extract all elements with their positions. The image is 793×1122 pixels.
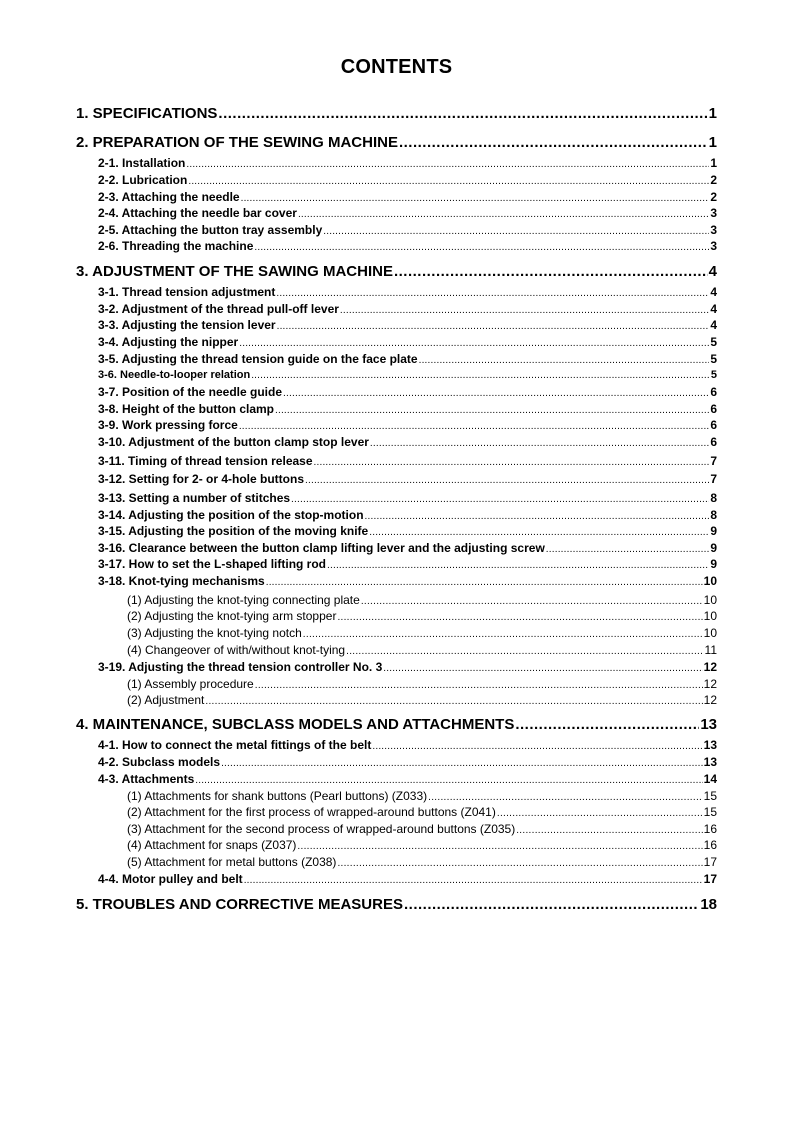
toc-section-5[interactable]	[76, 896, 717, 913]
toc-entry[interactable]	[98, 318, 717, 332]
toc-label: 5. TROUBLES AND CORRECTIVE MEASURES	[76, 896, 403, 913]
toc-page-number: 2	[710, 190, 717, 204]
toc-page-number: 17	[703, 855, 717, 869]
leader-dots	[340, 305, 709, 316]
toc-label: 3-5. Adjusting the thread tension guide on the face plate	[98, 352, 418, 366]
toc-entry[interactable]	[98, 508, 717, 522]
toc-page-number: 1	[710, 156, 717, 170]
toc-entry[interactable]	[98, 541, 717, 555]
leader-dots	[298, 209, 709, 220]
leader-dots	[255, 680, 703, 691]
leader-dots	[186, 159, 709, 170]
toc-label: 3-15. Adjusting the position of the moving knife	[98, 524, 369, 538]
toc-page-number: 10	[703, 574, 717, 588]
toc-label: 3-6. Needle-to-looper relation	[98, 369, 251, 381]
toc-entry[interactable]	[98, 369, 717, 381]
toc-page-number: 1	[708, 105, 717, 122]
toc-label: (1) Attachments for shank buttons (Pearl buttons) (Z033)	[127, 789, 428, 803]
toc-page-number: 4	[710, 285, 717, 299]
toc-entry[interactable]	[98, 173, 717, 187]
toc-label: 3-3. Adjusting the tension lever	[98, 318, 276, 332]
leader-dots	[346, 646, 703, 657]
leader-dots	[276, 288, 709, 299]
leader-dots	[337, 612, 702, 623]
toc-entry[interactable]	[98, 454, 717, 468]
toc-subentry[interactable]	[127, 643, 717, 657]
toc-page-number: 16	[703, 822, 717, 836]
toc-label: 1. SPECIFICATIONS	[76, 105, 218, 122]
leader-dots	[205, 696, 702, 707]
toc-label: (1) Adjusting the knot-tying connecting plate	[127, 593, 360, 607]
toc-entry[interactable]	[98, 772, 717, 786]
leader-dots	[303, 629, 703, 640]
toc-label: (3) Attachment for the second process of wrapped-around buttons (Z035)	[127, 822, 516, 836]
toc-entry[interactable]	[98, 524, 717, 538]
toc-subentry[interactable]	[127, 609, 717, 623]
leader-dots	[428, 792, 703, 803]
toc-label: 3-14. Adjusting the position of the stop-motion	[98, 508, 364, 522]
leader-dots	[337, 858, 702, 869]
toc-page-number: 6	[710, 418, 717, 432]
toc-page-number: 1	[708, 134, 717, 151]
toc-page-number: 9	[710, 557, 717, 571]
page-title: CONTENTS	[340, 56, 453, 78]
toc-label: 3-12. Setting for 2- or 4-hole buttons	[98, 472, 305, 486]
toc-label: 3-2. Adjustment of the thread pull-off lever	[98, 302, 339, 316]
toc-entry[interactable]	[98, 574, 717, 588]
toc-label: 2. PREPARATION OF THE SEWING MACHINE	[76, 134, 398, 151]
toc-page-number: 10	[703, 609, 717, 623]
toc-page-number: 4	[708, 263, 717, 280]
leader-dots	[188, 176, 709, 187]
leader-dots	[515, 716, 699, 733]
toc-page-number: 4	[710, 318, 717, 332]
leader-dots	[404, 896, 699, 913]
toc-entry[interactable]	[98, 190, 717, 204]
toc-page-number: 12	[703, 693, 717, 707]
leader-dots	[394, 263, 708, 280]
leader-dots	[327, 560, 709, 571]
toc-page-number: 16	[703, 838, 717, 852]
leader-dots	[323, 226, 709, 237]
leader-dots	[195, 775, 702, 786]
toc-section-3[interactable]	[76, 263, 717, 280]
toc-label: 2-4. Attaching the needle bar cover	[98, 206, 297, 220]
toc-entry[interactable]	[98, 156, 717, 170]
toc-label: 3-4. Adjusting the nipper	[98, 335, 239, 349]
leader-dots	[370, 438, 709, 449]
toc-page-number: 6	[710, 402, 717, 416]
leader-dots	[383, 663, 702, 674]
toc-section-2[interactable]	[76, 134, 717, 151]
toc-entry[interactable]	[98, 335, 717, 349]
toc-entry[interactable]	[98, 660, 717, 674]
leader-dots	[372, 741, 702, 752]
toc-subentry[interactable]	[127, 593, 717, 607]
toc-page-number: 5	[710, 369, 717, 381]
toc-page-number: 9	[710, 524, 717, 538]
leader-dots	[239, 338, 709, 349]
toc-page-number: 11	[704, 643, 717, 657]
leader-dots	[361, 596, 703, 607]
leader-dots	[241, 193, 710, 204]
toc-page-number: 15	[703, 789, 717, 803]
toc-label: (2) Attachment for the first process of wrapped-around buttons (Z041)	[127, 805, 496, 819]
toc-label: 2-6. Threading the machine	[98, 239, 254, 253]
toc-section-4[interactable]	[76, 716, 717, 733]
toc-page-number: 18	[700, 896, 717, 913]
leader-dots	[277, 321, 710, 332]
toc-entry[interactable]	[98, 352, 717, 366]
toc-entry[interactable]	[98, 285, 717, 299]
toc-entry[interactable]	[98, 557, 717, 571]
toc-entry[interactable]	[98, 402, 717, 416]
toc-subentry[interactable]	[127, 838, 717, 852]
toc-page-number: 5	[710, 352, 717, 366]
toc-entry[interactable]	[98, 223, 717, 237]
toc-label: 3-13. Setting a number of stitches	[98, 491, 291, 505]
toc-subentry[interactable]	[127, 677, 717, 691]
toc-label: 3-11. Timing of thread tension release	[98, 454, 313, 468]
toc-subentry[interactable]	[127, 855, 717, 869]
leader-dots	[305, 475, 709, 486]
toc-entry[interactable]	[98, 738, 717, 752]
leader-dots	[516, 825, 702, 836]
toc-entry[interactable]	[98, 435, 717, 449]
leader-dots	[419, 355, 710, 366]
toc-page-number: 7	[710, 472, 717, 486]
toc-label: 3-16. Clearance between the button clamp lifting lever and the adjusting screw	[98, 541, 545, 555]
toc-label: 4. MAINTENANCE, SUBCLASS MODELS AND ATTACHMENTS	[76, 716, 515, 733]
toc-entry[interactable]	[98, 755, 717, 769]
toc-section-1[interactable]	[76, 105, 717, 122]
toc-label: 2-1. Installation	[98, 156, 186, 170]
toc-entry[interactable]	[98, 472, 717, 486]
toc-label: 4-3. Attachments	[98, 772, 195, 786]
toc-page-number: 5	[710, 335, 717, 349]
toc-subentry[interactable]	[127, 626, 717, 640]
toc-label: (2) Adjustment	[127, 693, 205, 707]
toc-entry[interactable]	[98, 239, 717, 253]
toc-page-number: 6	[710, 435, 717, 449]
toc-label: 3-19. Adjusting the thread tension controller No. 3	[98, 660, 383, 674]
leader-dots	[275, 405, 709, 416]
toc-label: 2-2. Lubrication	[98, 173, 188, 187]
leader-dots	[497, 808, 703, 819]
toc-label: 3-7. Position of the needle guide	[98, 385, 283, 399]
toc-page-number: 14	[703, 772, 717, 786]
toc-subentry[interactable]	[127, 822, 717, 836]
toc-page-number: 6	[710, 385, 717, 399]
toc-page-number: 2	[710, 173, 717, 187]
leader-dots	[314, 457, 710, 468]
toc-label: 3-8. Height of the button clamp	[98, 402, 274, 416]
toc-page-number: 9	[710, 541, 717, 555]
toc-label: 3-18. Knot-tying mechanisms	[98, 574, 265, 588]
toc-entry[interactable]	[98, 206, 717, 220]
leader-dots	[297, 841, 702, 852]
toc-label: 3-9. Work pressing force	[98, 418, 238, 432]
toc-page-number: 13	[703, 755, 717, 769]
toc-page-number: 8	[710, 508, 717, 522]
toc-subentry[interactable]	[127, 693, 717, 707]
toc-label: 2-5. Attaching the button tray assembly	[98, 223, 323, 237]
toc-page-number: 3	[710, 239, 717, 253]
toc-page-number: 17	[703, 872, 717, 886]
toc-entry[interactable]	[98, 872, 717, 886]
leader-dots	[365, 511, 710, 522]
leader-dots	[266, 577, 703, 588]
toc-label: 3-1. Thread tension adjustment	[98, 285, 276, 299]
leader-dots	[221, 758, 703, 769]
leader-dots	[369, 527, 709, 538]
toc-page-number: 3	[710, 223, 717, 237]
toc-page-number: 10	[703, 626, 717, 640]
leader-dots	[244, 875, 703, 886]
toc-page-number: 13	[700, 716, 717, 733]
toc-label: 4-4. Motor pulley and belt	[98, 872, 243, 886]
toc-label: 4-2. Subclass models	[98, 755, 221, 769]
toc-entry[interactable]	[98, 491, 717, 505]
toc-page-number: 7	[710, 454, 717, 468]
toc-subentry[interactable]	[127, 805, 717, 819]
toc-subentry[interactable]	[127, 789, 717, 803]
toc-label: (5) Attachment for metal buttons (Z038)	[127, 855, 337, 869]
toc-page-number: 4	[710, 302, 717, 316]
leader-dots	[283, 388, 709, 399]
leader-dots	[546, 544, 710, 555]
toc-page-number: 12	[703, 660, 717, 674]
toc-entry[interactable]	[98, 385, 717, 399]
leader-dots	[218, 105, 707, 122]
leader-dots	[239, 421, 709, 432]
toc-label: (4) Changeover of with/without knot-tying	[127, 643, 346, 657]
toc-label: 3-10. Adjustment of the button clamp stop lever	[98, 435, 369, 449]
toc-page-number: 10	[703, 593, 717, 607]
toc-label: 3-17. How to set the L-shaped lifting rod	[98, 557, 327, 571]
leader-dots	[399, 134, 708, 151]
toc-label: 3. ADJUSTMENT OF THE SAWING MACHINE	[76, 263, 393, 280]
leader-dots	[254, 242, 709, 253]
leader-dots	[251, 370, 710, 381]
toc-label: 2-3. Attaching the needle	[98, 190, 240, 204]
toc-label: (3) Adjusting the knot-tying notch	[127, 626, 302, 640]
toc-page-number: 12	[703, 677, 717, 691]
toc-page-number: 8	[710, 491, 717, 505]
toc-label: 4-1. How to connect the metal fittings of the belt	[98, 738, 372, 752]
toc-label: (2) Adjusting the knot-tying arm stopper	[127, 609, 337, 623]
toc-entry[interactable]	[98, 418, 717, 432]
toc-page-number: 15	[703, 805, 717, 819]
toc-page-number: 13	[703, 738, 717, 752]
toc-page-number: 3	[710, 206, 717, 220]
toc-entry[interactable]	[98, 302, 717, 316]
toc-label: (4) Attachment for snaps (Z037)	[127, 838, 297, 852]
toc-label: (1) Assembly procedure	[127, 677, 254, 691]
leader-dots	[291, 494, 709, 505]
